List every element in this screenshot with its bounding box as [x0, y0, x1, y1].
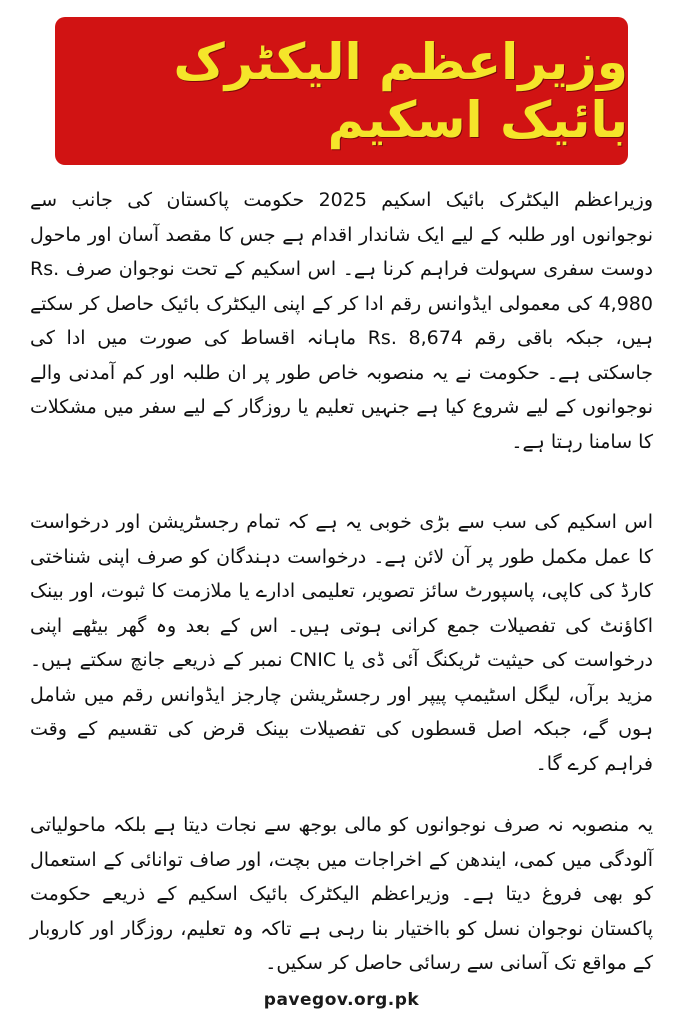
paragraph-registration: اس اسکیم کی سب سے بڑی خوبی یہ ہے کہ تمام رجسٹریشن اور درخواست کا عمل مکمل طور پر آن لائن ہے۔ درخواست دہندگان کو صرف اپنی شناختی کارڈ کی کاپی، پاسپورٹ سائز تصویر، تعلیمی ادارے یا ملازمت کا ثبوت، اور بینک اکاؤنٹ کی تفصیلات جمع کرانی ہوتی ہیں۔ اس کے بعد وہ گھر بیٹھے اپنی درخواست کی حیثیت ٹریکنگ آئی ڈی یا CNIC نمبر کے ذریعے جانچ سکتے ہیں۔ مزید برآں، لیگل اسٹیمپ پیپر اور رجسٹریشن چارجز ایڈوانس رقم میں شامل ہوں گے، جبکہ اصل قسطوں کی تفصیلات بینک قرض کی تقسیم کے وقت فراہم کرے گا۔ [30, 511, 653, 775]
title-banner [55, 17, 628, 165]
footer-site-url: pavegov.org.pk [263, 990, 420, 1010]
paragraph-intro: وزیراعظم الیکٹرک بائیک اسکیم 2025 حکومت پاکستان کی جانب سے نوجوانوں اور طلبہ کے لیے ایک شاندار اقدام ہے جس کا مقصد آسان اور ماحول دوست سفری سہولت فراہم کرنا ہے۔ اس اسکیم کے تحت نوجوان صرف Rs. 4,980 کی معمولی ایڈوانس رقم ادا کر کے اپنی الیکٹرک بائیک حاصل کر سکتے ہیں، جبکہ باقی رقم Rs. 8,674 ماہانہ اقساط کی صورت میں ادا کی جاسکتی ہے۔ حکومت نے یہ منصوبہ خاص طور پر ان طلبہ اور کم آمدنی والے نوجوانوں کے لیے شروع کیا ہے جنہیں تعلیم یا روزگار کے لیے سفر میں مشکلات کا سامنا رہتا ہے۔ [30, 189, 653, 453]
paragraph-benefits: یہ منصوبہ نہ صرف نوجوانوں کو مالی بوجھ سے نجات دیتا ہے بلکہ ماحولیاتی آلودگی میں کمی، ایندھن کے اخراجات میں بچت، اور صاف توانائی کے استعمال کو بھی فروغ دیتا ہے۔ وزیراعظم الیکٹرک بائیک اسکیم کے ذریعے حکومت پاکستان نوجوان نسل کو بااختیار بنا رہی ہے تاکہ وہ تعلیم، روزگار اور کاروبار کے مواقع تک آسانی سے رسائی حاصل کر سکیں۔ [30, 814, 653, 974]
banner-title: وزیراعظم الیکٹرک بائیک اسکیم [173, 33, 628, 149]
